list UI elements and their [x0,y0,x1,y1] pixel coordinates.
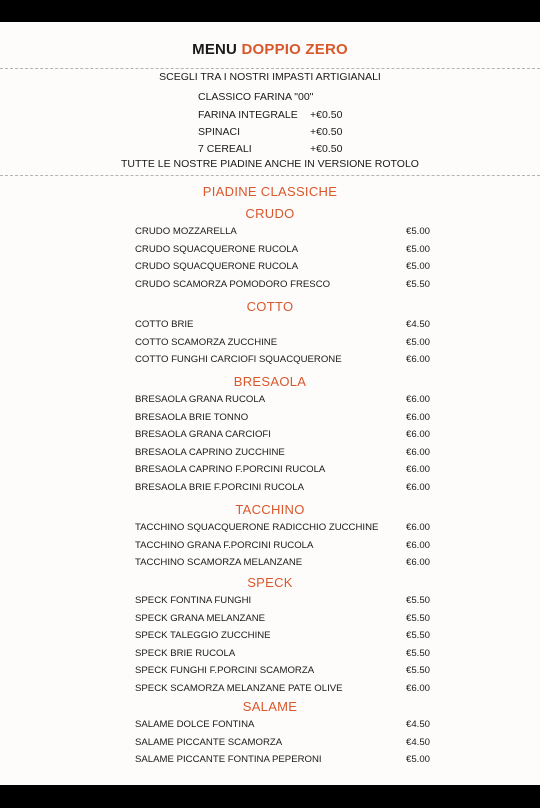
section-title: TACCHINO [235,502,305,517]
menu-item-name: BRESAOLA GRANA CARCIOFI [135,429,271,441]
menu-item-name: CRUDO SCAMORZA POMODORO FRESCO [135,278,331,290]
menu-item-name: BRESAOLA BRIE F.PORCINI RUCOLA [135,482,304,493]
category-title: PIADINE CLASSICHE [202,184,338,199]
menu-item-price: €6.00 [406,557,431,569]
menu-item-name: TACCHINO SCAMORZA MELANZANE [135,557,303,569]
menu-item-name: COTTO FUNGHI CARCIOFI SQUACQUERONE [135,354,342,366]
menu-item-name: TACCHINO SQUACQUERONE RADICCHIO ZUCCHINE [135,522,379,533]
menu-item-name: SALAME DOLCE FONTINA [135,719,255,730]
menu-item-price: €4.50 [406,719,431,730]
dough-option-name: SPINACI [198,126,241,138]
divider-top [0,68,540,69]
menu-item-price: €4.50 [406,736,431,748]
menu-item-price: €6.00 [406,539,431,551]
dough-option-extra: +€0.50 [310,143,343,155]
menu-item-name: SPECK BRIE RUCOLA [135,647,236,659]
menu-item-name: SPECK SCAMORZA MELANZANE PATE OLIVE [135,683,343,694]
menu-title [0,41,540,58]
menu-item-price: €5.50 [406,665,431,677]
menu-item-name: BRESAOLA BRIE TONNO [135,411,249,423]
menu-item-price: €6.00 [406,464,431,476]
menu-item-name: SALAME PICCANTE FONTINA PEPERONI [135,754,322,766]
menu-item-name: SALAME PICCANTE SCAMORZA [135,736,283,748]
menu-item-name: SPECK FUNGHI F.PORCINI SCAMORZA [135,665,315,677]
menu-item-price: €5.00 [406,226,431,237]
menu-item-price: €6.00 [406,683,431,694]
dough-option-extra: +€0.50 [310,126,343,138]
menu-item-name: COTTO BRIE [135,319,194,330]
menu-item-price: €4.50 [406,319,431,330]
dough-option-name: CLASSICO FARINA "00" [198,91,314,103]
menu-item-name: SPECK FONTINA FUNGHI [135,595,252,606]
menu-item-price: €5.00 [406,754,431,766]
menu-title-accent: DOPPIO ZERO [241,41,348,58]
menu-item-price: €6.00 [406,429,431,441]
divider-bottom [0,175,540,176]
menu-item-price: €5.00 [406,261,431,273]
menu-item-price: €6.00 [406,446,431,458]
section-title: COTTO [246,299,294,314]
menu-item-price: €6.00 [406,482,431,493]
dough-intro: SCEGLI TRA I NOSTRI IMPASTI ARTIGIANALI [159,71,381,83]
menu-item-price: €5.50 [406,595,431,606]
menu-item-name: BRESAOLA CAPRINO ZUCCHINE [135,446,285,458]
menu-page [0,22,540,785]
menu-item-name: SPECK GRANA MELANZANE [135,612,266,624]
dough-option-extra: +€0.50 [310,109,343,121]
menu-item-name: COTTO SCAMORZA ZUCCHINE [135,336,278,348]
rotolo-note: TUTTE LE NOSTRE PIADINE ANCHE IN VERSIONE ROTOLO [121,158,419,170]
menu-item-name: BRESAOLA GRANA RUCOLA [135,394,266,405]
section-title: CRUDO [245,206,295,221]
menu-item-price: €6.00 [406,394,431,405]
menu-title-prefix: MENU [192,41,238,58]
menu-item-name: TACCHINO GRANA F.PORCINI RUCOLA [135,539,314,551]
menu-item-price: €5.50 [406,647,431,659]
menu-item-price: €6.00 [406,411,431,423]
menu-item-price: €6.00 [406,522,431,533]
menu-item-price: €5.50 [406,278,431,290]
menu-item-name: CRUDO MOZZARELLA [135,226,237,237]
section-title: SALAME [242,699,298,714]
menu-item-price: €5.50 [406,612,431,624]
menu-item-name: CRUDO SQUACQUERONE RUCOLA [135,261,299,273]
menu-item-price: €5.50 [406,630,431,642]
menu-item-price: €5.00 [406,243,431,255]
section-title: SPECK [247,575,293,590]
menu-item-name: BRESAOLA CAPRINO F.PORCINI RUCOLA [135,464,326,476]
menu-item-name: SPECK TALEGGIO ZUCCHINE [135,630,271,642]
menu-item-name: CRUDO SQUACQUERONE RUCOLA [135,243,299,255]
menu-item-price: €5.00 [406,336,431,348]
dough-option-name: FARINA INTEGRALE [198,109,298,121]
menu-item-price: €6.00 [406,354,431,366]
dough-option-name: 7 CEREALI [198,143,252,155]
section-title: BRESAOLA [233,374,307,389]
